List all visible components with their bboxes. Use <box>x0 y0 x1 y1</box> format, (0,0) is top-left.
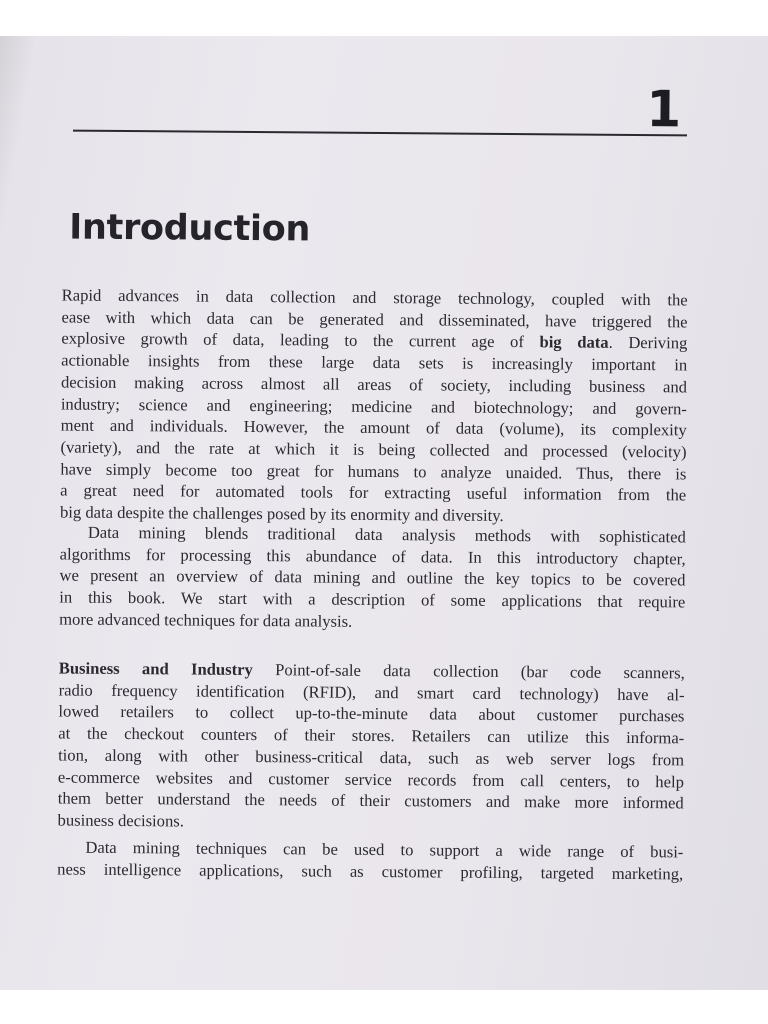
text-line: ease with which data can be generated and disseminated, have triggered the <box>61 307 688 332</box>
text-line: algorithms for processing this abundance of data. In this introductory chapter, <box>59 544 686 569</box>
text-line: have simply become too great for humans to analyze unaided. Thus, there is <box>60 459 687 484</box>
paragraph-techniques <box>57 836 683 884</box>
text-line: business decisions. <box>57 810 184 831</box>
text-line: tion, along with other business-critical data, such as web server logs from <box>58 745 685 770</box>
text-line: Data mining blends traditional data analysis methods with sophisticated <box>87 522 686 547</box>
bold-term-big-data: big data <box>539 332 609 353</box>
text-line: Rapid advances in data collection and storage technology, coupled with the <box>61 285 688 310</box>
book-page <box>0 36 768 990</box>
text-line: ness intelligence applications, such as customer profiling, targeted marketing, <box>57 859 684 884</box>
text-line: we present an overview of data mining and outline the key topics to be covered <box>59 565 686 590</box>
chapter-number: 1 <box>646 80 682 139</box>
text-line: lowed retailers to collect up-to-the-minute data about customer purchases <box>58 701 685 726</box>
text-line: Data mining techniques can be used to support a wide range of busi- <box>85 837 684 862</box>
text-line: in this book. We start with a description of some applications that require <box>59 587 686 612</box>
text-line: decision making across almost all areas of society, including business and <box>60 372 688 397</box>
chapter-rule <box>73 130 687 137</box>
paragraph-intro <box>60 284 688 528</box>
text-line: radio frequency identification (RFID), and smart card technology) have al- <box>58 680 685 705</box>
book-page-photo <box>0 36 768 990</box>
chapter-title: Introduction <box>69 207 311 250</box>
text-line: e-commerce websites and customer service records from call centers, to help <box>57 766 684 791</box>
text-line: (variety), and the rate at which it is being collected and processed (velocity) <box>60 437 687 462</box>
text-line: big data despite the challenges posed by its enormity and diversity. <box>59 502 504 526</box>
text-fragment: explosive growth of data, leading to the current age of <box>61 328 540 352</box>
paragraph-overview <box>59 521 686 634</box>
text-line: industry; science and engineering; medicine and biotechnology; and govern- <box>60 394 687 418</box>
text-fragment: Point-of-sale data collection (bar code scanners, <box>252 660 685 683</box>
text-line: more advanced techniques for data analysis. <box>59 609 353 631</box>
text-line: a great need for automated tools for extracting useful information from the <box>60 480 687 505</box>
paragraph-business-industry <box>58 657 685 836</box>
text-line: them better understand the needs of their customers and make more informed <box>57 788 684 813</box>
text-line: actionable insights from these large data sets is increasingly important in <box>61 350 688 375</box>
text-line: at the checkout counters of their stores. Retailers can utilize this informa- <box>58 723 685 748</box>
text-fragment: . Deriving <box>608 333 688 353</box>
text-line: ment and individuals. However, the amount of data (volume), its complexity <box>60 415 687 440</box>
section-heading-business-industry: Business and Industry <box>58 658 253 680</box>
